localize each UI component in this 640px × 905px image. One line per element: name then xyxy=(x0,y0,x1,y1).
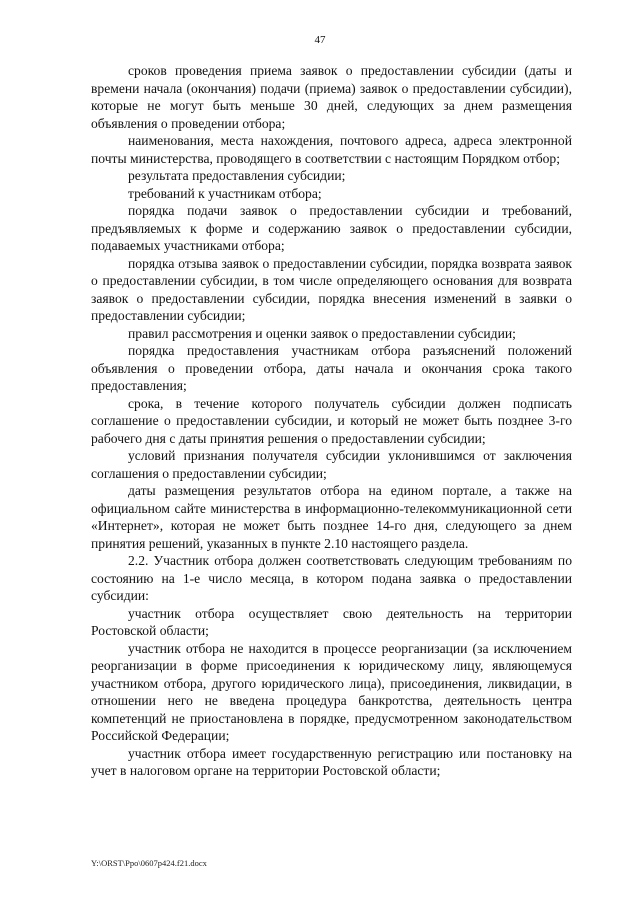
paragraph: участник отбора не находится в процессе реорганизации (за исключением реорганизации в форме присоединения к юридическому лицу, являющемуся участником отбора, другого юридического лица), присоединения, ликвидации, в отношении него не введена процедура банкротства, деятельность центра компетенций не приостановлена в порядке, предусмотренном законодательством Российской Федерации; xyxy=(91,640,572,743)
paragraph: результата предоставления субсидии; xyxy=(128,168,346,183)
paragraph: сроков проведения приема заявок о предоставлении субсидии (даты и времени начала (окончания) подачи (приема) заявок о предоставлении субсидии), которые не могут быть меньше 30 дней, следующих за днем размещения объявления о проведении отбора; xyxy=(91,63,572,131)
paragraph: порядка отзыва заявок о предоставлении субсидии, порядка возврата заявок о предоставлении субсидии, в том числе определяющего основания для возврата заявок о предоставлении субсидии, порядка внесения изменений в заявки о предоставлении субсидии; xyxy=(91,255,572,323)
paragraph: требований к участникам отбора; xyxy=(128,185,322,201)
paragraph: 2.2. Участник отбора должен соответствовать следующим требованиям по состоянию на 1-е число месяца, в котором подана заявка о предоставлении субсидии: xyxy=(91,553,572,603)
page-number: 47 xyxy=(314,34,326,46)
paragraph: наименования, места нахождения, почтового адреса, адреса электронной почты министерства, проводящего в соответствии с настоящим Порядком отбор; xyxy=(91,133,572,166)
paragraph: участник отбора имеет государственную регистрацию или постановку на учет в налоговом органе на территории Ростовской области; xyxy=(91,745,572,778)
paragraph: срока, в течение которого получатель субсидии должен подписать соглашение о предоставлении субсидии, и который не может быть позднее 3-го рабочего дня с даты принятия решения о предоставлении субсидии; xyxy=(91,395,572,446)
file-path-footer: Y:\ORST\Ppo\0607p424.f21.docx xyxy=(91,858,207,868)
document-body xyxy=(91,62,572,780)
paragraph: правил рассмотрения и оценки заявок о предоставлении субсидии; xyxy=(128,325,516,341)
paragraph: даты размещения результатов отбора на едином портале, а также на официальном сайте министерства в информационно-телекоммуникационной сети «Интернет», которая не может быть позднее 14-го дня, следующего за днем принятия решений, указанных в пункте 2.10 настоящего раздела. xyxy=(91,483,572,551)
paragraph: участник отбора осуществляет свою деятельность на территории Ростовской области; xyxy=(91,605,572,638)
paragraph: условий признания получателя субсидии уклонившимся от заключения соглашения о предоставлении субсидии; xyxy=(91,448,572,481)
paragraph: порядка подачи заявок о предоставлении субсидии и требований, предъявляемых к форме и содержанию заявок о предоставлении субсидии, подаваемых участниками отбора; xyxy=(91,203,572,253)
paragraph: порядка предоставления участникам отбора разъяснений положений объявления о проведении отбора, даты начала и окончания срока такого предоставления; xyxy=(91,343,572,393)
